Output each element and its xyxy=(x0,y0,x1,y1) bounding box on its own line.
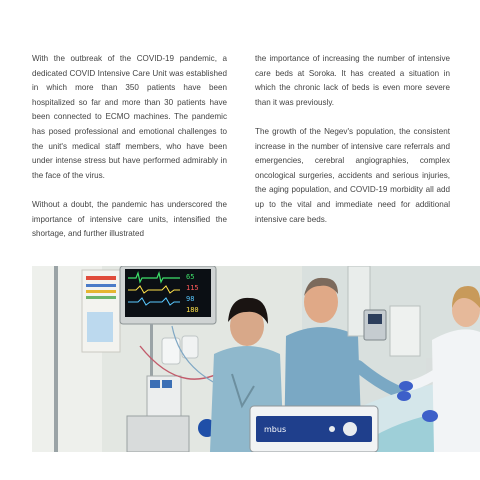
left-paragraph-2: Without a doubt, the pandemic has underscored the importance of intensive care units, intensified the shortage, and further illustrated xyxy=(32,199,227,239)
icu-staff-photo xyxy=(32,266,480,452)
right-paragraph-2: The growth of the Negev's population, the consistent increase in the number of intensive care referrals and emergencies, cerebral angiographies, complex oncological surgeries, accidents and serious injuries, the aging population, and COVID-19 morbidity all add up to the vital and immediate need for additional intensive care beds. xyxy=(255,126,450,224)
spo2-reading: 98 xyxy=(186,295,195,303)
heart-rate-reading: 65 xyxy=(186,273,195,281)
right-paragraph-1: the importance of increasing the number of intensive care beds at Soroka. It has created a situation in which the chronic lack of beds is even more severe than it was previously. xyxy=(255,54,450,107)
device-label: mbus xyxy=(264,425,287,434)
extra-reading: 180 xyxy=(186,306,199,314)
right-text-column xyxy=(255,52,450,242)
left-text-column xyxy=(32,52,227,256)
left-paragraph-1: With the outbreak of the COVID-19 pandemic, a dedicated COVID Intensive Care Unit was established in which more than 350 patients have been hospitalized so far and more than 30 patients have been connected to ECMO machines. The pandemic has posed professional and emotional challenges to the unit's medical staff members, who have been under intense stress but have performed admirably in the face of the virus. xyxy=(32,54,227,180)
bp-reading: 115 xyxy=(186,284,199,292)
ecmo-device xyxy=(250,406,378,452)
vital-signs-monitor xyxy=(120,266,216,324)
